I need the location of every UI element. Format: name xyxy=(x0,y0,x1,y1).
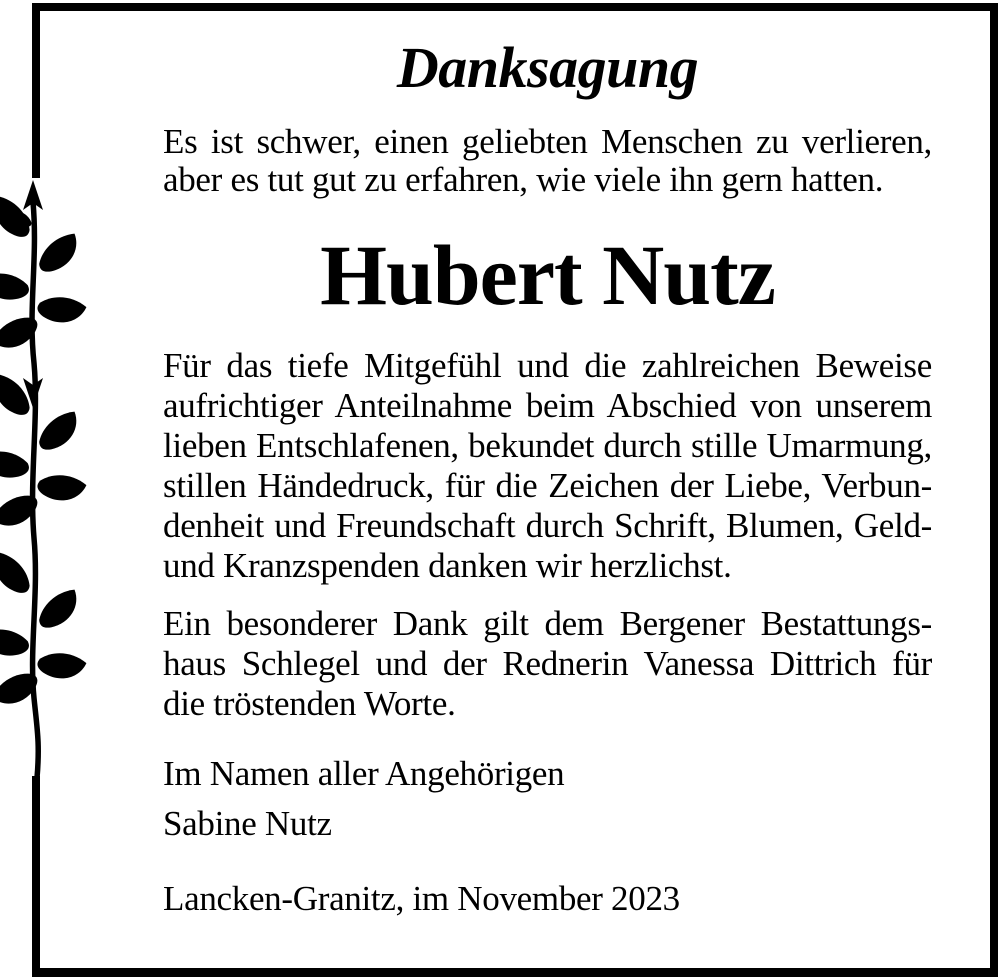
paragraph-line: lieben Entschlafenen, bekundet durch stille Umarmung, xyxy=(163,426,932,465)
frame-border-left-top xyxy=(32,3,40,178)
floral-vine-icon xyxy=(0,178,110,778)
paragraph-line: stillen Händedruck, für die Zeichen der Liebe, Verbun- xyxy=(163,466,932,505)
paragraph-line: Es ist schwer, einen geliebten Menschen zu verlieren, xyxy=(163,122,932,161)
signature-line: Sabine Nutz xyxy=(163,804,332,843)
frame-border-left-bottom xyxy=(32,776,40,968)
paragraph-line: aufrichtiger Anteilnahme beim Abschied von unserem xyxy=(163,386,932,425)
special-thanks-paragraph xyxy=(163,604,932,724)
paragraph-line: die tröstenden Worte. xyxy=(163,684,456,723)
paragraph-line: haus Schlegel und der Rednerin Vanessa Dittrich für xyxy=(163,644,932,683)
paragraph-line: denheit und Freundschaft durch Schrift, Blumen, Geld- xyxy=(163,506,932,545)
paragraph-line: aber es tut gut zu erfahren, wie viele ihn gern hatten. xyxy=(163,160,884,199)
frame-border-bottom xyxy=(32,968,998,977)
paragraph-line: Für das tiefe Mitgefühl und die zahlreichen Beweise xyxy=(163,346,932,385)
notice-title: Danksagung xyxy=(396,35,699,100)
frame-border-right xyxy=(990,3,998,977)
closing-line: Im Namen aller Angehörigen xyxy=(163,754,565,793)
thanks-paragraph xyxy=(163,346,932,586)
deceased-name: Hubert Nutz xyxy=(320,227,775,323)
intro-paragraph xyxy=(163,123,932,199)
paragraph-line: und Kranzspenden danken wir herzlichst. xyxy=(163,546,732,585)
place-date-line: Lancken-Granitz, im November 2023 xyxy=(163,879,680,918)
frame-border-top xyxy=(32,3,998,11)
paragraph-line: Ein besonderer Dank gilt dem Bergener Bestattungs- xyxy=(163,604,932,643)
